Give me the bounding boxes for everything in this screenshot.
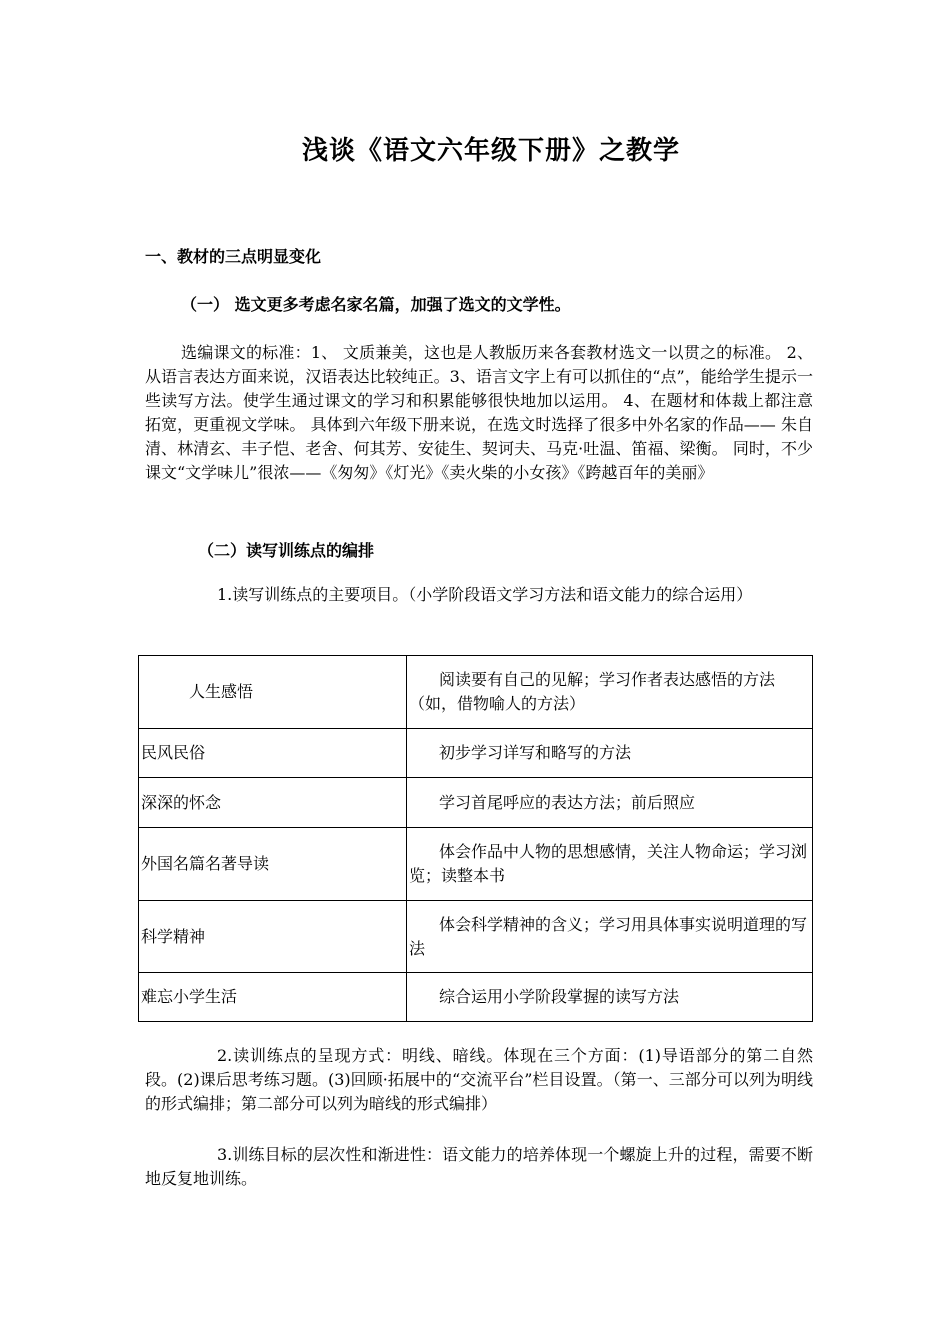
document-title: 浅谈《语文六年级下册》之教学	[301, 136, 680, 166]
table-row	[139, 828, 813, 901]
table-row	[139, 656, 813, 729]
intro-paragraph: 选编课文的标准：1、 文质兼美，这也是人教版历来各套教材选文一以贯之的标准。 2、从语言表达方面来说，汉语表达比较纯正。3、语言文字上有可以抓住的“点”，能给学生提示一些读写方法。使学生通过课文的学习和积累能够很快地加以运用。 4、在题材和体裁上都注意拓宽，更重视文学味。 具体到六年级下册来说，在选文时选择了很多中外名家的作品—— 朱自清、林清玄、丰子恺、老舍、何其芳、安徒生、契诃夫、马克·吐温、笛福、梁衡。 同时，不少课文“文学味儿”很浓——《匆匆》《灯光》《卖火柴的小女孩》《跨越百年的美丽》	[145, 343, 813, 482]
table-cell-method: 初步学习详写和略写的方法	[407, 729, 813, 778]
table-cell-topic: 人生感悟	[139, 656, 407, 729]
subsection-heading-2: （二）读写训练点的编排	[198, 541, 375, 560]
table-cell-method: 学习首尾呼应的表达方法；前后照应	[407, 778, 813, 828]
table-row	[139, 729, 813, 778]
table-row	[139, 778, 813, 828]
table-cell-method: 体会科学精神的含义；学习用具体事实说明道理的写法	[407, 901, 813, 973]
paragraph-2: 2.读训练点的呈现方式：明线、暗线。体现在三个方面：(1)导语部分的第二自然段。(2)课后思考练习题。(3)回顾·拓展中的“交流平台”栏目设置。（第一、三部分可以列为明线的形式编排；第二部分可以列为暗线的形式编排）	[145, 1046, 813, 1113]
table-row	[139, 973, 813, 1022]
table-cell-method: 体会作品中人物的思想感情，关注人物命运；学习浏览；读整本书	[407, 828, 813, 901]
section-heading: 一、教材的三点明显变化	[145, 247, 322, 266]
table-cell-topic: 难忘小学生活	[139, 973, 407, 1022]
table-cell-topic: 外国名篇名著导读	[139, 828, 407, 901]
table-cell-topic: 深深的怀念	[139, 778, 407, 828]
table-cell-topic: 科学精神	[139, 901, 407, 973]
table-cell-topic: 民风民俗	[139, 729, 407, 778]
table-row	[139, 901, 813, 973]
training-table	[138, 655, 813, 1022]
table-cell-method: 综合运用小学阶段掌握的读写方法	[407, 973, 813, 1022]
table-cell-method: 阅读要有自己的见解；学习作者表达感悟的方法（如，借物喻人的方法）	[407, 656, 813, 729]
paragraph-3: 3.训练目标的层次性和渐进性：语文能力的培养体现一个螺旋上升的过程，需要不断地反复地训练。	[145, 1145, 813, 1188]
subsection-heading-1: （一） 选文更多考虑名家名篇，加强了选文的文学性。	[181, 295, 571, 314]
paragraph-1: 1.读写训练点的主要项目。（小学阶段语文学习方法和语文能力的综合运用）	[217, 585, 753, 604]
